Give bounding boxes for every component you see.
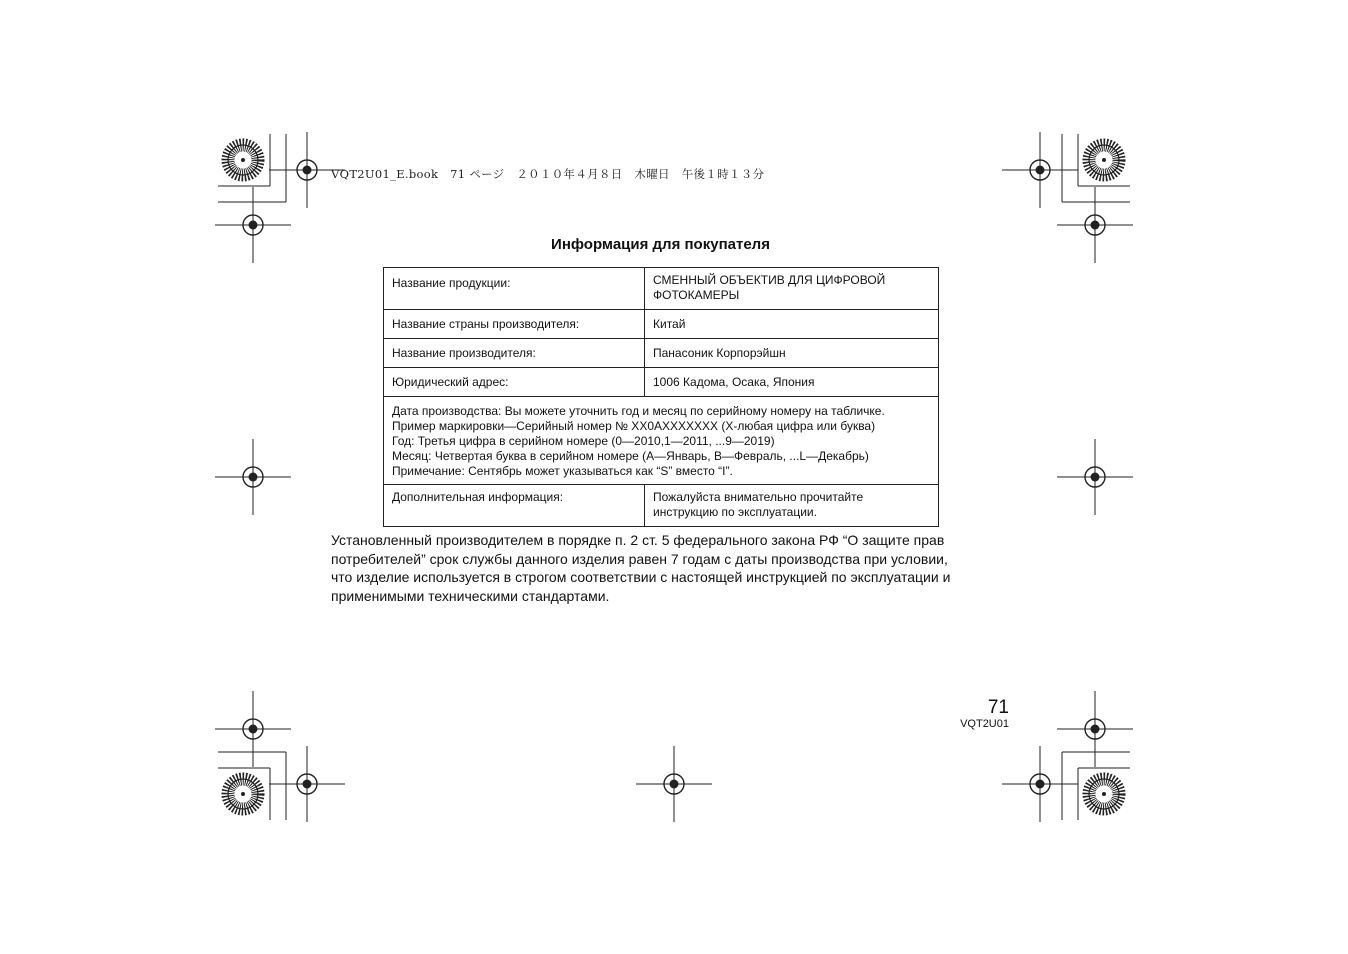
service-life-paragraph xyxy=(331,531,1011,605)
row-label: Название продукции: xyxy=(384,268,645,310)
table-row xyxy=(384,339,939,368)
registration-target-icon xyxy=(215,691,291,767)
registration-target-icon xyxy=(269,746,345,822)
month-line: Месяц: Четвертая буква в серийном номере (A—Январь, B—Февраль, ...L—Декабрь) xyxy=(392,449,869,463)
row-value xyxy=(645,368,939,397)
registration-target-icon xyxy=(1057,439,1133,515)
registration-target-icon xyxy=(1002,746,1078,822)
table-row xyxy=(384,368,939,397)
value-line: ФОТОКАМЕРЫ xyxy=(653,288,740,302)
star-target-icon xyxy=(1089,779,1119,809)
header-weekday: 木曜日 xyxy=(634,167,670,181)
buyer-info-table xyxy=(383,267,939,527)
marking-example-line: Пример маркировки—Серийный номер № XX0AXXXXXXX (X-любая цифра или буква) xyxy=(392,419,876,433)
year-line: Год: Третья цифра в серийном номере (0—2010,1—2011, ...9—2019) xyxy=(392,434,775,448)
value-line: Панасоник Корпорэйшн xyxy=(653,346,786,360)
registration-target-icon xyxy=(1002,132,1078,208)
header-page-number: 71 xyxy=(450,167,466,181)
star-target-icon xyxy=(228,779,258,809)
header-page-word: ページ xyxy=(469,167,505,181)
registration-target-icon xyxy=(1057,691,1133,767)
row-label: Дополнительная информация: xyxy=(384,485,645,527)
row-value xyxy=(645,310,939,339)
row-value xyxy=(645,485,939,527)
row-label: Юридический адрес: xyxy=(384,368,645,397)
page-number: 71 xyxy=(987,697,1009,718)
table-row xyxy=(384,268,939,310)
paragraph-line: Установленный производителем в порядке п. 2 ст. 5 федерального закона РФ “О защите прав xyxy=(331,532,945,548)
production-info xyxy=(384,397,939,485)
print-header xyxy=(331,166,764,182)
value-line: инструкцию по эксплуатации. xyxy=(653,505,817,519)
header-time: 午後１時１３分 xyxy=(681,167,765,181)
book-file-name: VQT2U01_E.book xyxy=(331,167,439,181)
paragraph-line: потребителей” срок службы данного изделия равен 7 годам с даты производства при условии, xyxy=(331,550,948,567)
registration-target-icon xyxy=(215,187,291,263)
value-line: Пожалуйста внимательно прочитайте xyxy=(653,490,864,504)
production-date-line: Дата производства: Вы можете уточнить год и месяц по серийному номеру на табличке. xyxy=(392,404,885,418)
row-label: Название производителя: xyxy=(384,339,645,368)
header-date: ２０１０年４月８日 xyxy=(516,167,623,181)
registration-target-icon xyxy=(1057,187,1133,263)
table-row-production xyxy=(384,397,939,485)
registration-target-icon xyxy=(636,746,712,822)
value-line: СМЕННЫЙ ОБЪЕКТИВ ДЛЯ ЦИФРОВОЙ xyxy=(653,273,886,287)
value-line: Китай xyxy=(653,317,686,331)
star-target-icon xyxy=(228,145,258,175)
page-code: VQT2U01 xyxy=(960,718,1009,730)
table-row xyxy=(384,310,939,339)
value-line: 1006 Кадома, Осака, Япония xyxy=(653,375,815,389)
note-line: Примечание: Сентябрь может указываться как “S” вместо “I”. xyxy=(392,464,733,478)
star-target-icon xyxy=(1089,145,1119,175)
row-value xyxy=(645,268,939,310)
paragraph-line: применимыми техническими стандартами. xyxy=(331,587,610,604)
row-label: Название страны производителя: xyxy=(384,310,645,339)
row-value xyxy=(645,339,939,368)
registration-target-icon xyxy=(215,439,291,515)
table-row xyxy=(384,485,939,527)
paragraph-line: что изделие используется в строгом соответствии с настоящей инструкцией по эксплуатации и xyxy=(331,569,951,585)
page-title: Информация для покупателя xyxy=(551,236,770,253)
